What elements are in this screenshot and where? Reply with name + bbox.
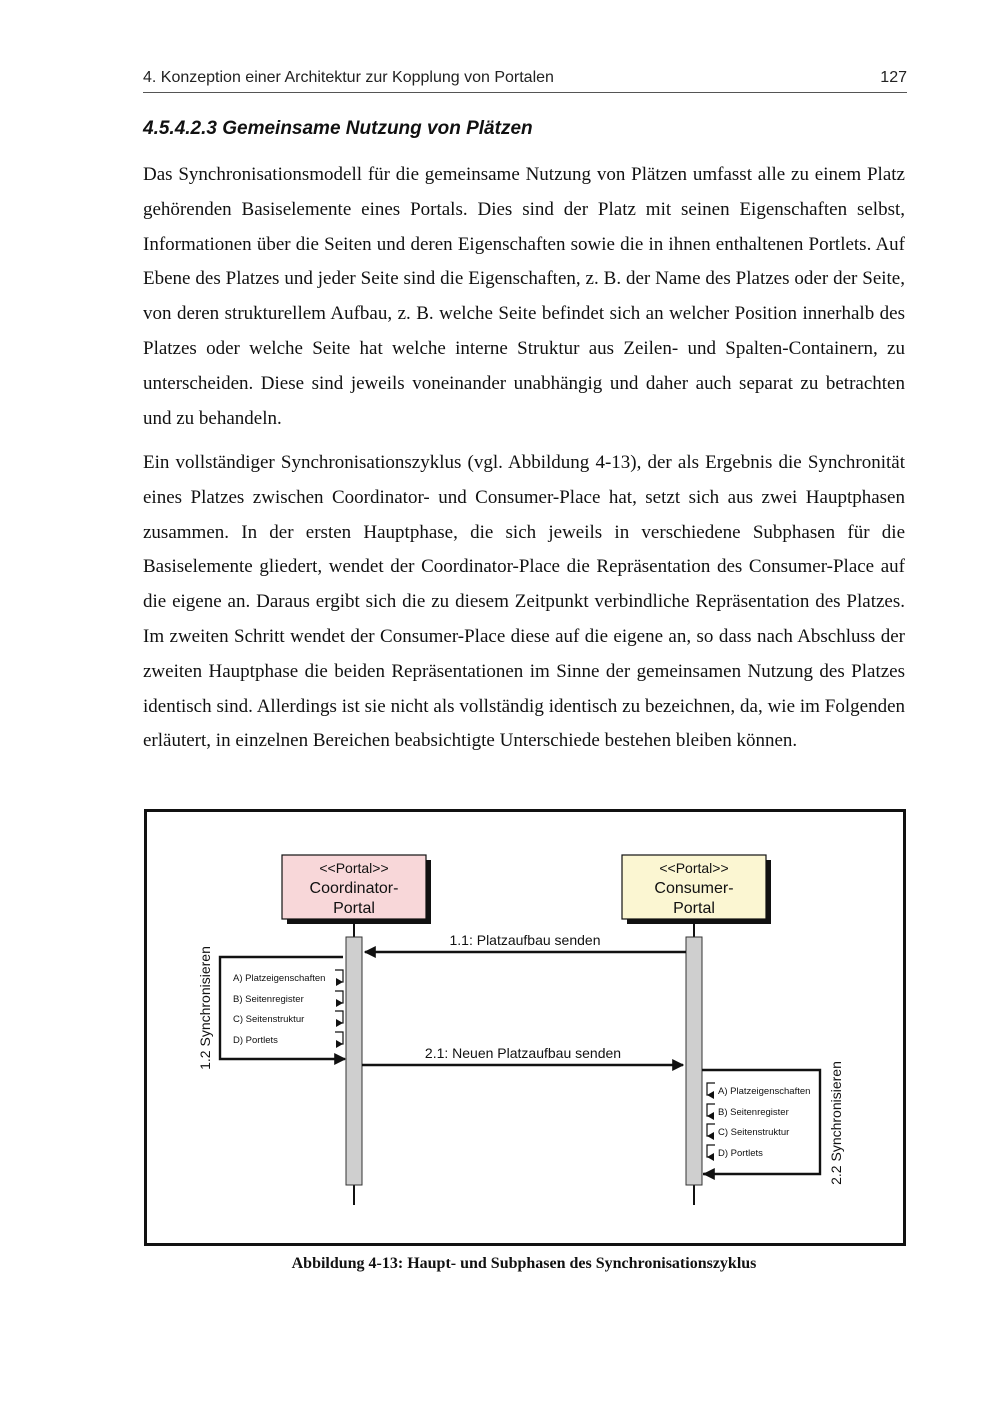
message-1-1-label: 1.1: Platzaufbau senden	[449, 932, 601, 948]
sync-2-2-step-b: B) Seitenregister	[718, 1107, 789, 1118]
coordinator-portal-box	[282, 855, 431, 924]
sync-2-2-step-d-head	[707, 1153, 714, 1161]
coordinator-stereotype: <<Portal>>	[319, 860, 389, 876]
sync-1-2-step-b-head	[336, 999, 343, 1007]
sync-1-2-loop	[197, 946, 345, 1070]
sync-2-2-loop	[702, 1061, 844, 1185]
body-paragraph-2: Ein vollständiger Synchronisationszyklus (vgl. Abbildung 4-13), der als Ergebnis die Synchronität eines Platzes zwischen Coordinator- und Consumer-Place hat, setzt sich aus zwei Hauptphasen zusammen. In der ersten Hauptphase, die sich jeweils in verschiedene Subphasen für die Basiselemente gliedert, wendet der Coordinator-Place die Repräsentation des Consumer-Place auf die eigene an. Daraus ergibt sich die zu diesem Zeitpunkt verbindliche Repräsentation des Platzes. Im zweiten Schritt wendet der Consumer-Place diese auf die eigene an, so dass nach Abschluss der zweiten Hauptphase die beiden Repräsentationen im Sinne der gemeinsamen Nutzung des Platzes identisch sind. Allerdings ist sie nicht als vollständig identisch zu bezeichnen, da, wie im Folgenden erläutert, in einzelnen Bereichen beabsichtigte Unterschiede bestehen bleiben können.	[143, 452, 905, 752]
figure-caption: Abbildung 4-13: Haupt- und Subphasen des Synchronisationszyklus	[291, 1255, 757, 1272]
consumer-portal-box	[622, 855, 771, 924]
sync-2-2-step-c-head	[707, 1132, 714, 1140]
figure-frame	[144, 809, 906, 1246]
sync-1-2-step-d-head	[336, 1040, 343, 1048]
consumer-name-line2: Portal	[673, 900, 715, 917]
running-header-title: 4. Konzeption einer Architektur zur Kopplung von Portalen	[143, 69, 554, 86]
sync-2-2-step-c: C) Seitenstruktur	[718, 1127, 790, 1138]
body-paragraph-1: Das Synchronisationsmodell für die gemeinsame Nutzung von Plätzen umfasst alle zu einem Platz gehörenden Basiselemente eines Portals. Dies sind der Platz mit seinen Eigenschaften selbst, Informationen über die Seiten und deren Eigenschaften sowie die in ihnen enthaltenen Portlets. Auf Ebene des Platzes und jeder Seite sind die Eigenschaften, z. B. der Name des Platzes oder der Seite, von deren strukturellem Aufbau, z. B. welche Seite befindet sich an welcher Position innerhalb des Platzes oder welche Seite hat welche interne Struktur aus Zeilen- und Spalten-Containern, zu unterscheiden. Diese sind jeweils voneinander unabhängig und daher auch separat zu betrachten und zu behandeln.	[143, 164, 905, 429]
sync-1-2-step-a-head	[336, 978, 343, 986]
sequence-diagram	[147, 812, 903, 1243]
sync-2-2-step-a: A) Platzeigenschaften	[718, 1086, 811, 1097]
coordinator-activation-bar	[346, 937, 362, 1185]
consumer-activation-bar	[686, 937, 702, 1185]
sync-1-2-label: 1.2 Synchronisieren	[197, 946, 213, 1070]
consumer-stereotype: <<Portal>>	[659, 860, 729, 876]
sync-1-2-step-c-head	[336, 1019, 343, 1027]
coordinator-name-line2: Portal	[333, 900, 375, 917]
running-header	[143, 66, 907, 93]
consumer-name-line1: Consumer-	[654, 880, 734, 897]
sync-1-2-step-a: A) Platzeigenschaften	[233, 973, 326, 984]
sync-2-2-label: 2.2 Synchronisieren	[828, 1061, 844, 1185]
sync-2-2-step-a-head	[707, 1091, 714, 1099]
message-2-1-label: 2.1: Neuen Platzaufbau senden	[424, 1045, 622, 1061]
section-heading: 4.5.4.2.3 Gemeinsame Nutzung von Plätzen	[143, 118, 533, 139]
sync-1-2-step-b: B) Seitenregister	[233, 994, 304, 1005]
sync-2-2-step-d: D) Portlets	[718, 1148, 763, 1159]
sync-2-2-step-b-head	[707, 1112, 714, 1120]
sync-1-2-step-d: D) Portlets	[233, 1035, 278, 1046]
sync-1-2-step-c: C) Seitenstruktur	[233, 1014, 305, 1025]
page-number: 127	[880, 69, 907, 86]
coordinator-name-line1: Coordinator-	[309, 880, 399, 897]
